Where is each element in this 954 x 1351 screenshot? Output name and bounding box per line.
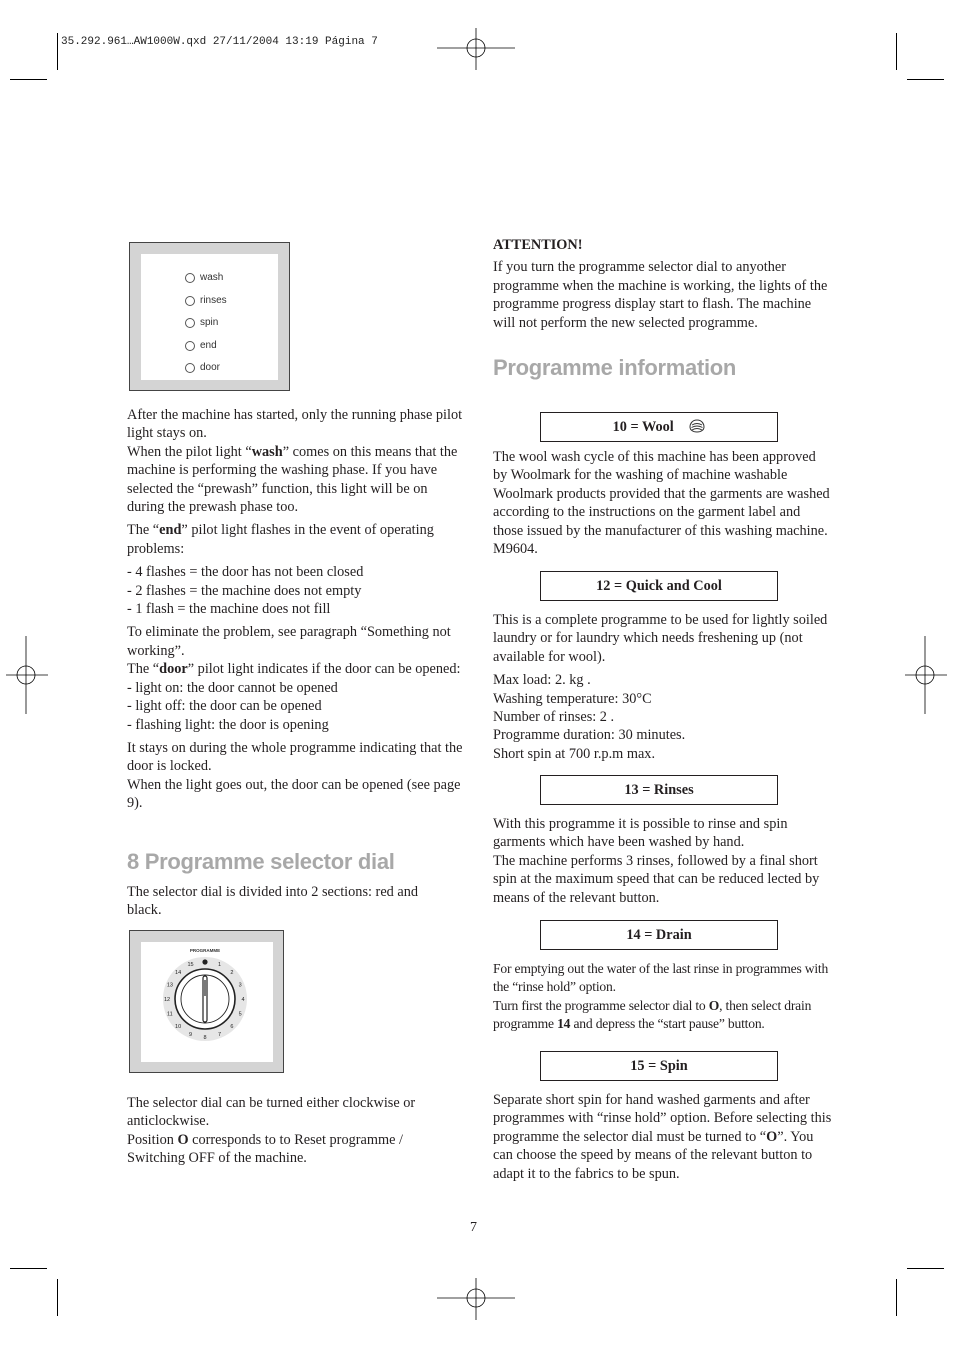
paragraph: After the machine has started, only the running phase pilot light stays on. bbox=[127, 407, 463, 442]
list-item: - 2 flashes = the machine does not empty bbox=[127, 582, 362, 599]
paragraph: If you turn the programme selector dial to anyother programme when the machine is working, the lights of the programme progress display start to flash. The machine will not perform the new selected programme. bbox=[493, 259, 828, 331]
dial-number: 3 bbox=[238, 982, 242, 989]
programme-box-quick-and-cool: 12 = Quick and Cool bbox=[540, 571, 778, 601]
led-icon bbox=[185, 318, 195, 328]
print-slug: 35.292.961…AW1000W.qxd 27/11/2004 13:19 Página 7 bbox=[61, 36, 378, 48]
section-heading-selector-dial: 8 Programme selector dial bbox=[127, 849, 395, 874]
drain-description bbox=[493, 960, 838, 1034]
pilot-light-wash: wash bbox=[185, 272, 223, 283]
list-item: - 4 flashes = the door has not been closed bbox=[127, 564, 364, 581]
spec-line: Max load: 2. kg . bbox=[493, 672, 591, 689]
programme-box-rinses: 13 = Rinses bbox=[540, 775, 778, 805]
paragraph: This is a complete programme to be used for lightly soiled laundry or for laundry which needs freshening up (not available for wool). bbox=[493, 612, 828, 665]
registration-mark-top bbox=[437, 28, 517, 72]
registration-mark-right bbox=[905, 636, 949, 716]
list-item: - light on: the door cannot be opened bbox=[127, 679, 338, 696]
paragraph: Position O corresponds to to Reset programme / Switching OFF of the machine. bbox=[127, 1131, 403, 1167]
paragraph: The selector dial is divided into 2 sections: red and black. bbox=[127, 884, 419, 919]
spin-description bbox=[493, 1091, 833, 1183]
paragraph: Separate short spin for hand washed garments and after programmes with “rinse hold” option. Before selecting this programme the selector dial must be turned to “O”. You can choose the speed by means of the relevant button to adapt it to the fabrics to be spun. bbox=[493, 1092, 832, 1182]
paragraph: It stays on during the whole programme indicating that the door is locked. bbox=[127, 739, 463, 775]
dial-description-text bbox=[127, 1094, 447, 1168]
paragraph: The selector dial can be turned either clockwise or anticlockwise. bbox=[127, 1095, 416, 1130]
wool-description bbox=[493, 448, 833, 558]
list-item: - 1 flash = the machine does not fill bbox=[127, 601, 331, 618]
dial-intro-text bbox=[127, 883, 447, 920]
paragraph: To eliminate the problem, see paragraph “Something not working”. bbox=[127, 624, 451, 659]
paragraph: The “door” pilot light indicates if the door can be opened: bbox=[127, 661, 461, 678]
pilot-light-door: door bbox=[185, 362, 220, 373]
pilot-light-rinses: rinses bbox=[185, 295, 227, 306]
rinses-description bbox=[493, 815, 833, 907]
dial-number: 14 bbox=[175, 970, 182, 977]
spec-line: Washing temperature: 30°C bbox=[493, 690, 652, 707]
led-icon bbox=[185, 341, 195, 351]
dial-label: PROGRAMME bbox=[189, 948, 221, 953]
dial-number: 13 bbox=[166, 982, 173, 989]
woolmark-icon bbox=[689, 419, 705, 433]
list-item: - flashing light: the door is opening bbox=[127, 716, 329, 733]
led-icon bbox=[185, 296, 195, 306]
dial-number: 6 bbox=[230, 1023, 234, 1030]
registration-mark-bottom bbox=[437, 1278, 517, 1322]
paragraph: The machine performs 3 rinses, followed by a final short spin at the maximum speed that can be reduced lected by means of the relevant button. bbox=[493, 852, 820, 906]
programme-box-drain: 14 = Drain bbox=[540, 920, 778, 950]
dial-number: 8 bbox=[203, 1035, 207, 1041]
paragraph: When the light goes out, the door can be opened (see page 9). bbox=[127, 776, 461, 812]
attention-heading: ATTENTION! bbox=[493, 237, 583, 253]
led-icon bbox=[185, 273, 195, 283]
paragraph: With this programme it is possible to rinse and spin garments which have been washed by hand. bbox=[493, 816, 788, 851]
dial-number: 12 bbox=[163, 997, 171, 1003]
quick-description bbox=[493, 611, 833, 763]
paragraph: When the pilot light “wash” comes on this means that the machine is performing the washing phase. If you have selected the “prewash” function, this light will be on during the prewash phase too. bbox=[127, 443, 458, 516]
paragraph: Turn first the programme selector dial to O, then select drain programme 14 and depress the “start pause” button. bbox=[493, 997, 812, 1032]
paragraph: The wool wash cycle of this machine has been approved by Woolmark for the washing of machine washable Woolmark products provided that the garments are washed according to the instructions on the garment label and those issued by the manufacturer of this washing machine. M9604. bbox=[493, 449, 830, 558]
pilot-light-spin: spin bbox=[185, 317, 218, 328]
dial-number: 7 bbox=[217, 1032, 222, 1039]
paragraph: The “end” pilot light flashes in the event of operating problems: bbox=[127, 522, 434, 557]
pilot-light-panel bbox=[129, 242, 290, 391]
programme-box-wool: 10 = Wool bbox=[540, 412, 778, 442]
selector-dial-illustration bbox=[129, 930, 284, 1073]
page-number: 7 bbox=[470, 1220, 477, 1235]
registration-mark-left bbox=[6, 636, 50, 716]
dial-number: 1 bbox=[217, 961, 222, 968]
left-column-text bbox=[127, 406, 467, 813]
dial-number: 5 bbox=[238, 1011, 242, 1018]
dial-number: 9 bbox=[188, 1032, 193, 1039]
attention-block bbox=[493, 236, 828, 332]
dial-number: 15 bbox=[187, 961, 194, 968]
section-heading-programme-information: Programme information bbox=[493, 355, 737, 380]
spec-line: Number of rinses: 2 . bbox=[493, 709, 615, 726]
spec-line: Short spin at 700 r.p.m max. bbox=[493, 745, 656, 762]
dial-number: 2 bbox=[230, 970, 234, 977]
programme-box-spin: 15 = Spin bbox=[540, 1051, 778, 1081]
list-item: - light off: the door can be opened bbox=[127, 698, 322, 715]
programme-dial bbox=[141, 942, 273, 1062]
pilot-light-end: end bbox=[185, 340, 217, 351]
led-icon bbox=[185, 363, 195, 373]
off-position-icon bbox=[202, 959, 207, 964]
dial-number: 11 bbox=[167, 1011, 173, 1018]
dial-number: 10 bbox=[175, 1023, 182, 1030]
dial-number: 4 bbox=[241, 997, 245, 1003]
spec-line: Programme duration: 30 minutes. bbox=[493, 727, 686, 744]
paragraph: For emptying out the water of the last rinse in programmes with the “rinse hold” option. bbox=[493, 961, 829, 995]
